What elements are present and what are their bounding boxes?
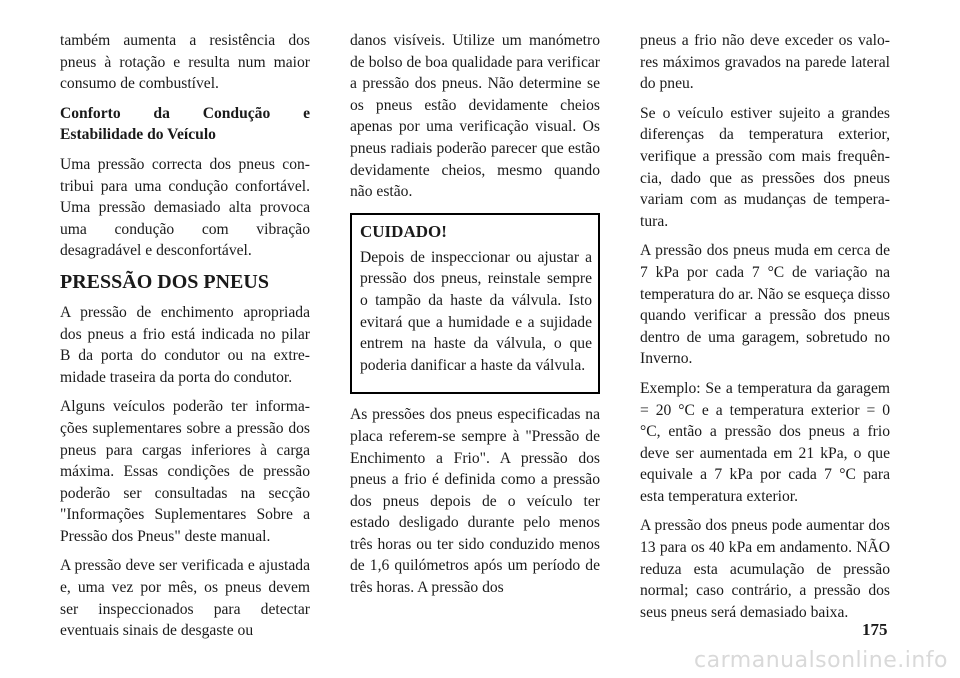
text-column-middle [350,30,600,607]
paragraph: A pressão deve ser verificada e ajustada e, uma vez por mês, os pneus devem ser inspeccionados para detectar eventuais sinais de desgaste ou [60,557,310,640]
caution-box [350,213,600,395]
paragraph: danos visíveis. Utilize um manómetro de bolso de boa qualidade para verificar a pressão dos pneus. Não determine se os pneus estão devidamente cheios apenas por uma verificação visual. Os pneus radiais poderão parecer que estão devidamente cheios, mesmo quando não estão. [350,32,600,201]
paragraph: A pressão dos pneus pode aumentar dos 13 para os 40 kPa em andamento. NÃO reduza esta acumulação de pressão normal; caso contrário, a pressão dos seus pneus será demasiado baixa. [640,517,890,621]
paragraph: também aumenta a resistência dos pneus à rotação e resulta num maior consumo de combustível. [60,32,310,93]
subsection-heading: Conforto da Condução e Estabilidade do Veículo [60,104,310,144]
paragraph: pneus a frio não deve exceder os valores máximos gravados na parede lateral do pneu. [640,32,890,93]
paragraph: A pressão dos pneus muda em cerca de 7 kPa por cada 7 °C de variação na temperatura do ar. Não se esqueça disso quando verificar a pressão dos pneus dentro de uma garagem, sobretudo no Inverno. [640,242,890,368]
watermark: carmanualsonline.info [694,648,948,673]
page-number: 175 [862,620,888,639]
paragraph: A pressão de enchimento apropriada dos pneus a frio está indicada no pilar B da porta do condutor ou na extremidade traseira da porta do condutor. [60,303,310,386]
paragraph: Alguns veículos poderão ter informações suplementares sobre a pressão dos pneus para cargas inferiores à carga máxima. Essas condições de pressão poderão ser consultadas na secção "Informações Suplementares Sobre a Pressão dos Pneus" deste manual. [60,398,310,545]
caution-text: Depois de inspeccionar ou ajustar a pressão dos pneus, reinstale sempre o tampão da haste da válvula. Isto evitará que a humidade e a sujidade entrem na haste da válvula, o que poderia danificar a haste da válvula. [360,248,592,374]
text-column-right [640,30,890,631]
section-title: PRESSÃO DOS PNEUS [60,270,269,293]
text-column-left [60,30,310,650]
paragraph: Exemplo: Se a temperatura da garagem = 20 °C e a temperatura exterior = 0 °C, então a pressão dos pneus a frio deve ser aumentada em 21 kPa, o que equivale a 7 kPa por cada 7 °C para esta temperatura exterior. [640,379,890,505]
paragraph: Uma pressão correcta dos pneus contribui para uma condução confortável. Uma pressão demasiado alta provoca uma condução com vibração desagradável e desconfortável. [60,155,310,260]
paragraph: Se o veículo estiver sujeito a grandes diferenças da temperatura exterior, verifique a pressão com mais frequência, dado que as pressões dos pneus variam com as mudanças de temperatura. [640,104,890,230]
paragraph: As pressões dos pneus especificadas na placa referem-se sempre à "Pressão de Enchimento a Frio". A pressão dos pneus a frio é definida como a pressão dos pneus depois de o veículo ter estado desligado durante pelo menos três horas ou ter sido conduzido menos de 1,6 quilómetros após um período de três horas. A pressão dos [350,406,600,597]
caution-title: CUIDADO! [360,221,447,241]
